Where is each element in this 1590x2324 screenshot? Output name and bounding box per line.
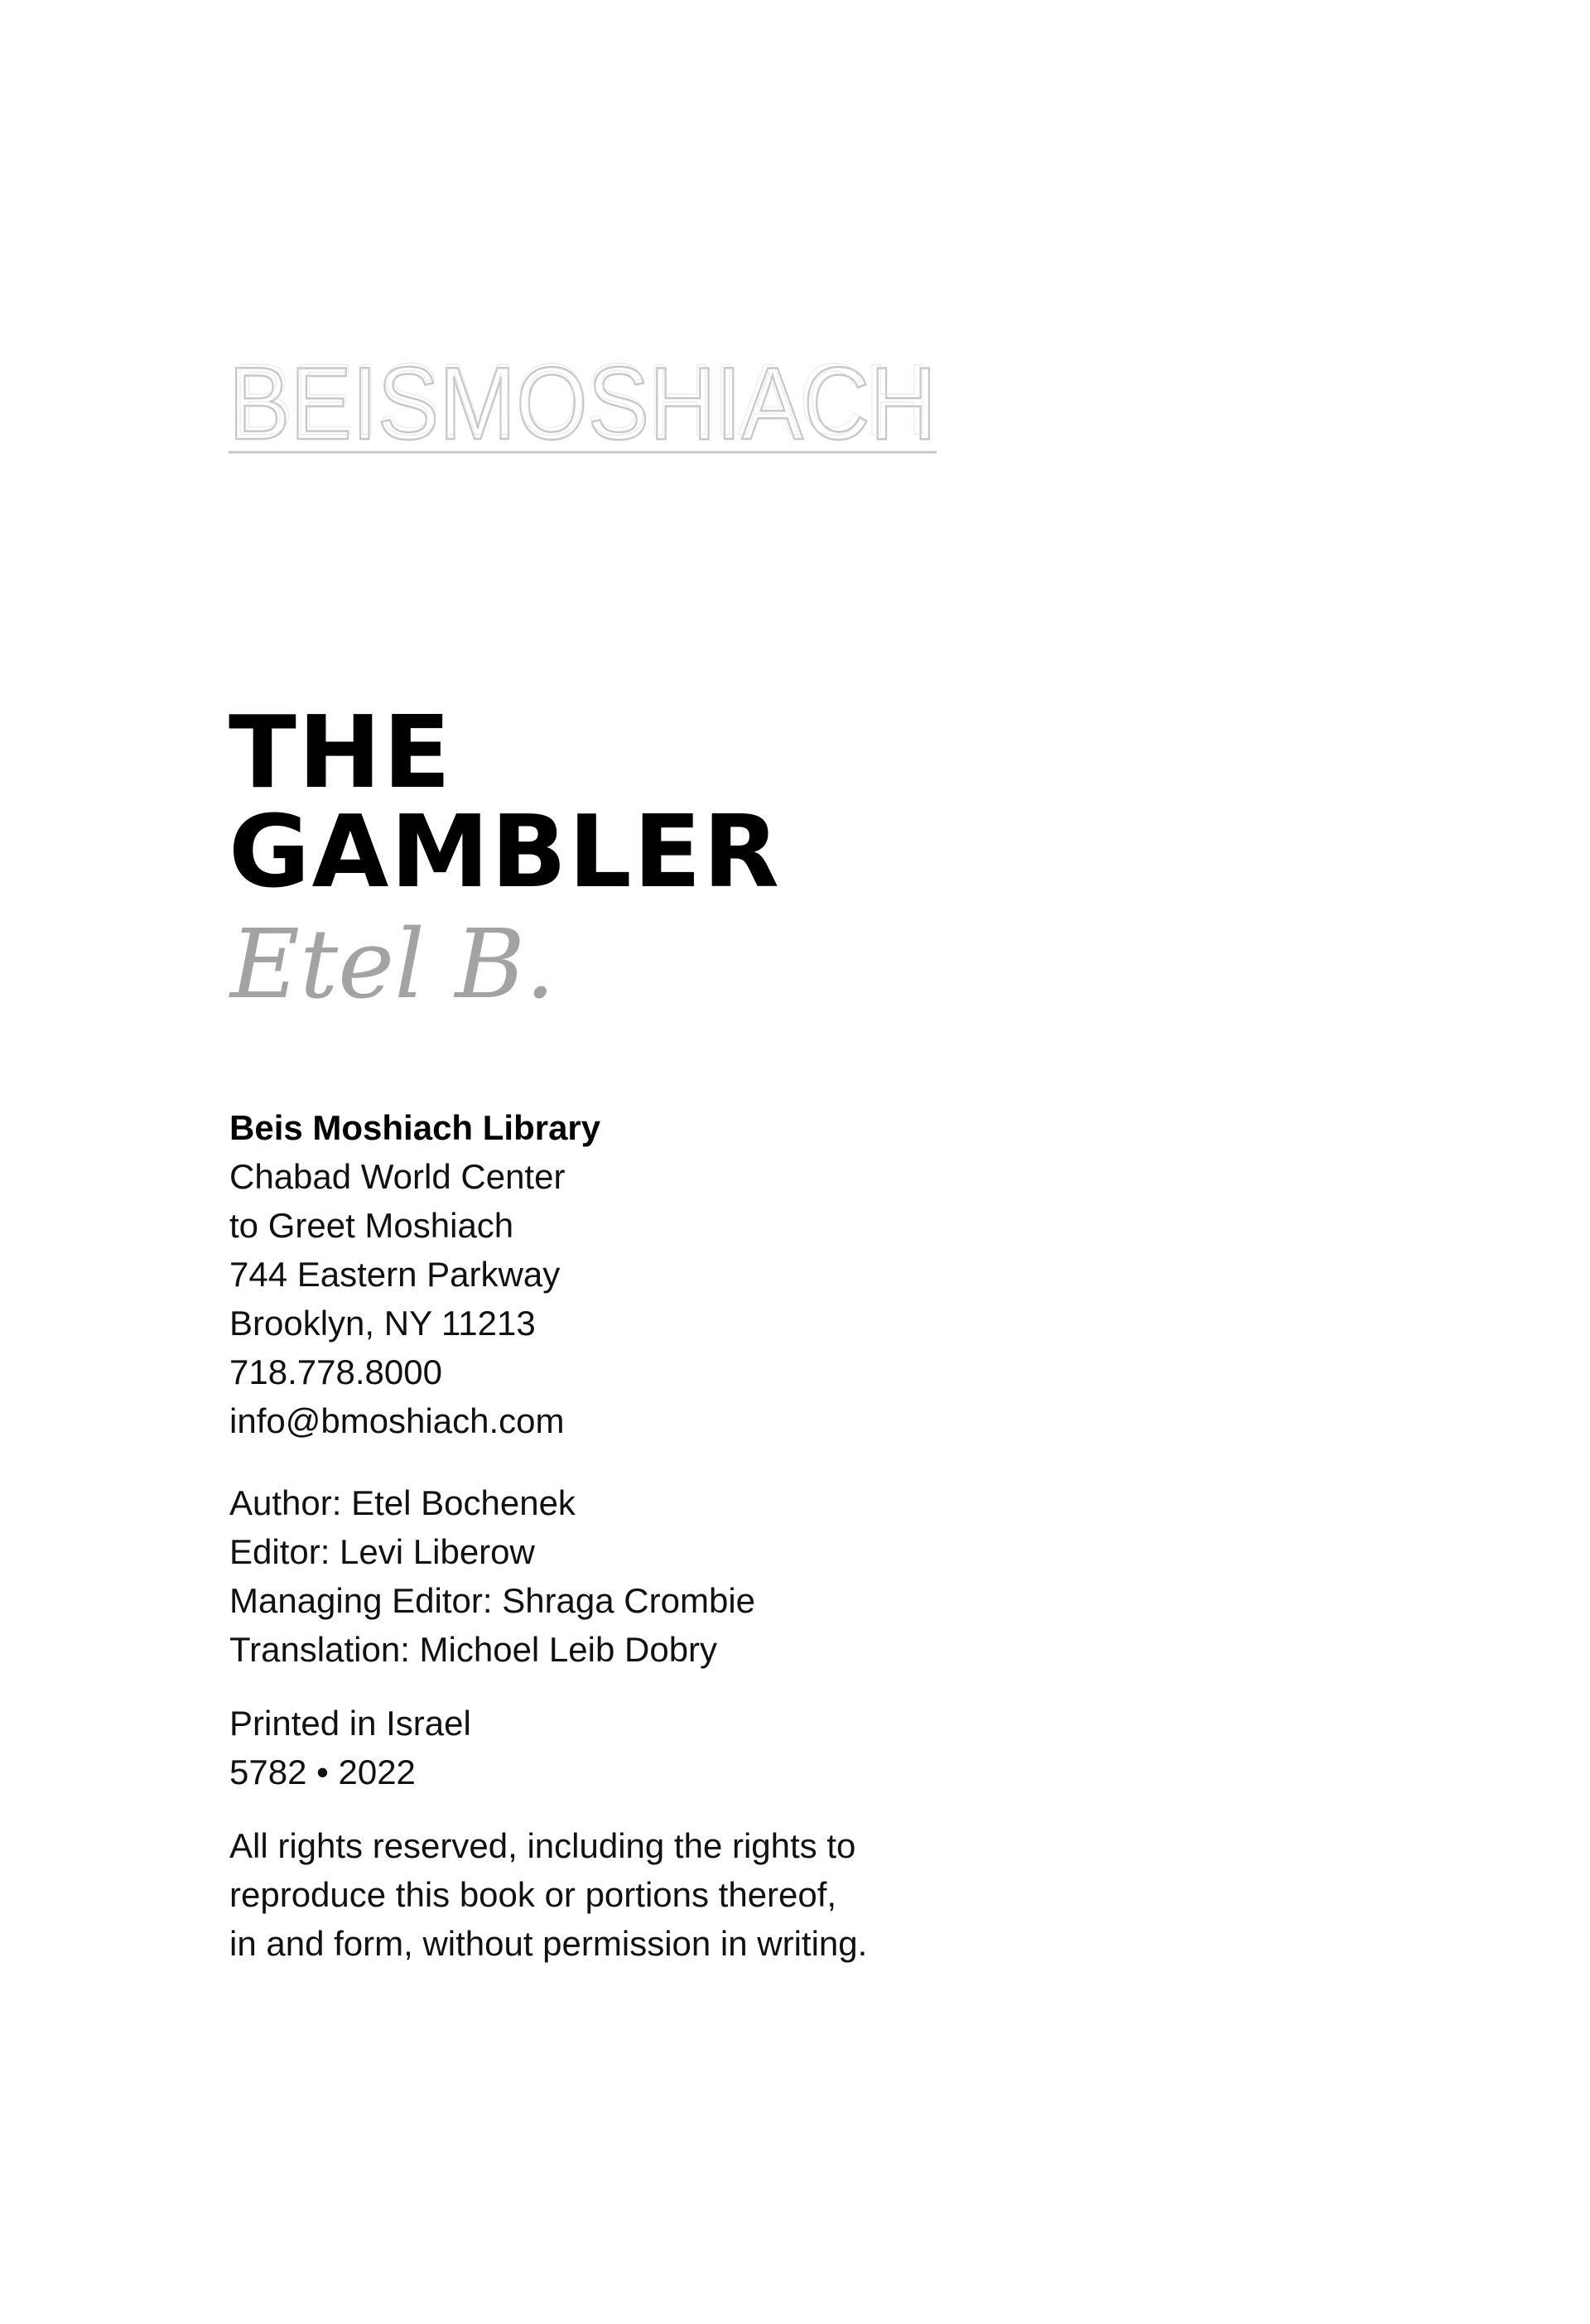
author-signature: Etel B. — [230, 909, 556, 1020]
credits-block — [229, 1478, 1223, 1674]
svg-text:BEISMOSHIACH: BEISMOSHIACH — [233, 352, 931, 456]
publisher-block — [229, 1103, 1223, 1445]
credit-editor: Editor: Levi Liberow — [229, 1532, 535, 1571]
book-title — [229, 696, 782, 910]
publication-info — [229, 1103, 1223, 1968]
credit-translation: Translation: Michoel Leib Dobry — [229, 1630, 718, 1669]
credit-managing-editor: Managing Editor: Shraga Crombie — [229, 1581, 756, 1620]
rights-line: All rights reserved, including the rights to — [229, 1826, 856, 1865]
address-line: 744 Eastern Parkway — [229, 1255, 561, 1294]
credit-author: Author: Etel Bochenek — [229, 1483, 576, 1522]
beis-moshiach-logo — [229, 352, 937, 456]
address-line: Chabad World Center — [229, 1157, 566, 1196]
printed-in: Printed in Israel — [229, 1704, 471, 1743]
publication-year: 5782 • 2022 — [229, 1753, 416, 1791]
address-line: Brooklyn, NY 11213 — [229, 1304, 536, 1343]
title-line-2: GAMBLER — [229, 795, 782, 910]
logo-text: BEISMOSHIACH — [229, 352, 937, 456]
address-line: to Greet Moshiach — [229, 1206, 514, 1245]
phone-number: 718.778.8000 — [229, 1352, 442, 1391]
rights-line: in and form, without permission in writing. — [229, 1924, 868, 1963]
title-line-1: THE — [229, 696, 453, 811]
printing-block — [229, 1699, 1223, 1796]
publisher-name: Beis Moshiach Library — [229, 1108, 601, 1147]
rights-block — [229, 1821, 1223, 1968]
email-address: info@bmoshiach.com — [229, 1401, 565, 1440]
rights-line: reproduce this book or portions thereof, — [229, 1875, 837, 1914]
